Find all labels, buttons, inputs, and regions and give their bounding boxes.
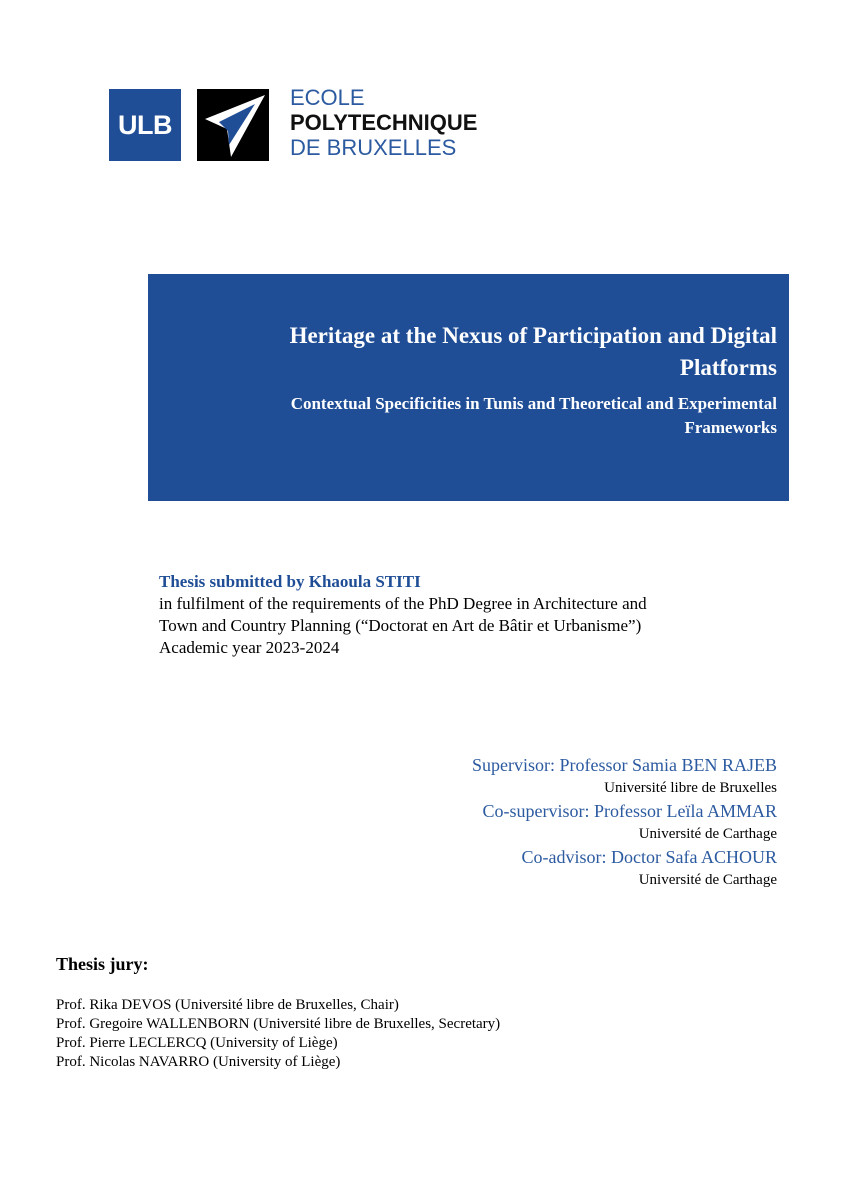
jury-member: Prof. Gregoire WALLENBORN (Université libre de Bruxelles, Secretary) xyxy=(56,1016,501,1032)
ulb-logo: ULB xyxy=(109,89,181,161)
thesis-subtitle-line2: Frameworks xyxy=(684,418,777,437)
jury-member: Prof. Nicolas NAVARRO (University of Liège) xyxy=(56,1054,341,1070)
thesis-subtitle xyxy=(168,392,777,440)
jury-member: Prof. Pierre LECLERCQ (University of Liège) xyxy=(56,1035,338,1051)
polytechnique-logo-icon xyxy=(197,89,269,161)
supervisors-block xyxy=(472,753,777,891)
submitted-by: Thesis submitted by Khaoula STITI xyxy=(159,572,421,591)
school-name-line3: DE BRUXELLES xyxy=(290,135,457,160)
thesis-subtitle-line1: Contextual Specificities in Tunis and Theoretical and Experimental xyxy=(290,394,777,413)
supervisor: Supervisor: Professor Samia BEN RAJEB xyxy=(472,755,777,775)
school-name-line1: ECOLE xyxy=(290,85,365,110)
submission-info xyxy=(159,571,647,659)
jury-heading: Thesis jury: xyxy=(56,954,149,974)
co-advisor-institution: Université de Carthage xyxy=(638,872,777,888)
co-advisor: Co-advisor: Doctor Safa ACHOUR xyxy=(521,847,777,867)
co-supervisor-institution: Université de Carthage xyxy=(638,826,777,842)
title-box xyxy=(148,274,789,501)
supervisor-institution: Université libre de Bruxelles xyxy=(604,780,777,796)
thesis-title xyxy=(168,320,777,384)
submission-line2: Town and Country Planning (“Doctorat en Art de Bâtir et Urbanisme”) xyxy=(159,616,642,635)
thesis-title-line2: Platforms xyxy=(679,355,777,380)
co-supervisor: Co-supervisor: Professor Leïla AMMAR xyxy=(482,801,777,821)
academic-year: Academic year 2023-2024 xyxy=(159,638,340,657)
school-name xyxy=(290,85,477,160)
jury-list xyxy=(56,996,500,1072)
jury-member: Prof. Rika DEVOS (Université libre de Bruxelles, Chair) xyxy=(56,997,399,1013)
school-name-line2: POLYTECHNIQUE xyxy=(290,110,478,135)
submission-line1: in fulfilment of the requirements of the PhD Degree in Architecture and xyxy=(159,594,647,613)
thesis-title-line1: Heritage at the Nexus of Participation and Digital xyxy=(289,323,777,348)
